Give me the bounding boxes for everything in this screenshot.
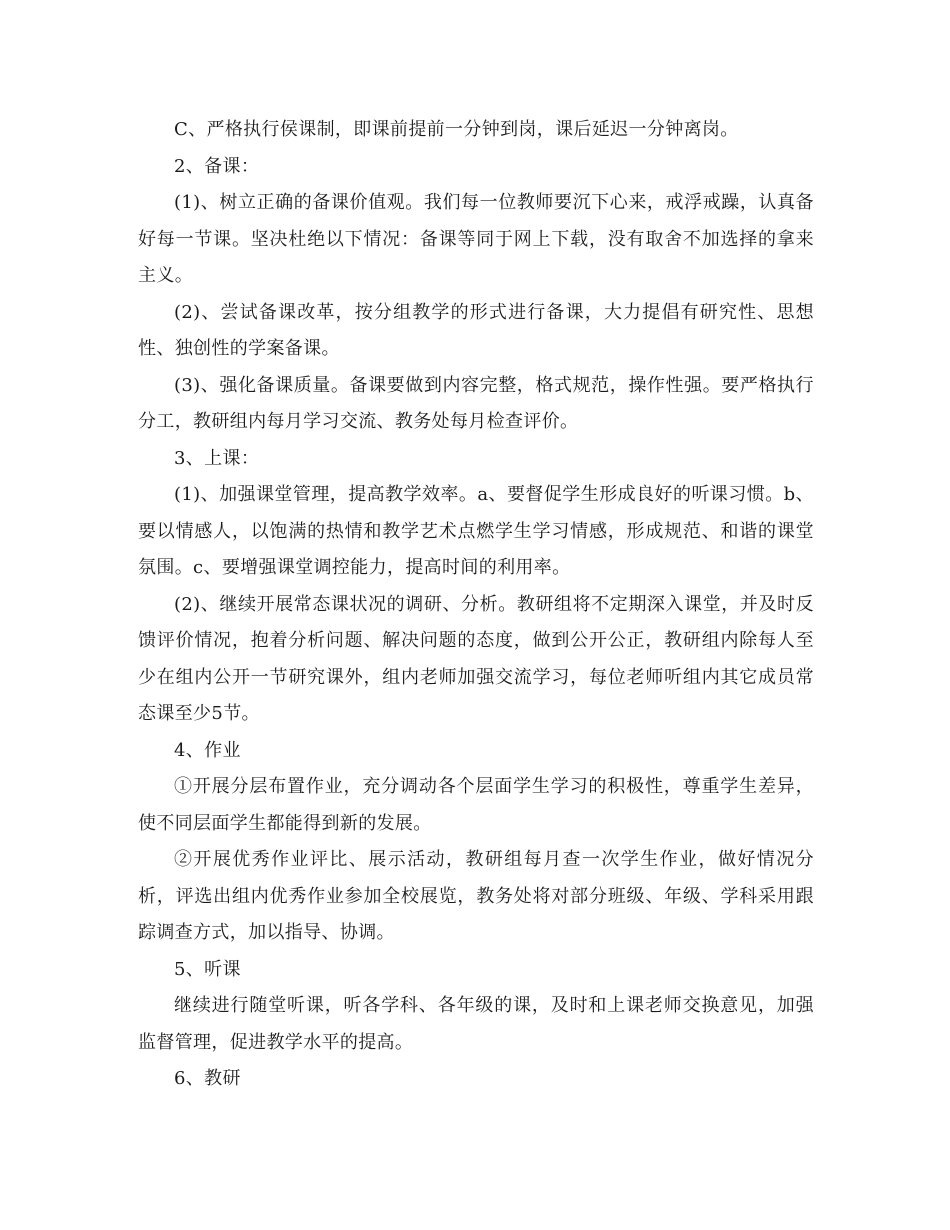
paragraph-waiting-class-rule: C、严格执行侯课制，即课前提前一分钟到岗，课后延迟一分钟离岗。 bbox=[174, 119, 739, 140]
heading-homework: 4、作业 bbox=[174, 739, 241, 761]
paragraph-prep-values: (1)、树立正确的备课价值观。我们每一位教师要沉下心来，戒浮戒躁，认真备好每一节课。坚决杜绝以下情况：备课等同于网上下载，没有取舍不加选择的拿来主义。 bbox=[138, 192, 814, 286]
heading-teaching-research: 6、教研 bbox=[174, 1068, 241, 1089]
heading-lesson-prep: 2、备课： bbox=[174, 155, 260, 177]
paragraph-homework-evaluation: ②开展优秀作业评比、展示活动，教研组每月查一次学生作业，做好情况分析，评选出组内优秀作业参加全校展览，教务处将对部分班级、年级、学科采用跟踪调查方式，加以指导、协调。 bbox=[138, 849, 814, 943]
paragraph-class-observation: 继续进行随堂听课，听各学科、各年级的课，及时和上课老师交换意见，加强监督管理，促进教学水平的提高。 bbox=[138, 995, 814, 1053]
paragraph-regular-class-research: (2)、继续开展常态课状况的调研、分析。教研组将不定期深入课堂，并及时反馈评价情况，抱着分析问题、解决问题的态度，做到公开公正，教研组内除每人至少在组内公开一节研究课外，组内老师加强交流学习，每位老师听组内其它成员常态课至少5节。 bbox=[138, 593, 814, 724]
paragraph-class-management: (1)、加强课堂管理，提高教学效率。a、要督促学生形成良好的听课习惯。b、要以情感人，以饱满的热情和教学艺术点燃学生学习情感，形成规范、和谐的课堂氛围。c、要增强课堂调控能力，提高时间的利用率。 bbox=[138, 484, 814, 578]
paragraph-layered-homework: ①开展分层布置作业，充分调动各个层面学生学习的积极性，尊重学生差异，使不同层面学生都能得到新的发展。 bbox=[138, 776, 814, 834]
paragraph-prep-reform: (2)、尝试备课改革，按分组教学的形式进行备课，大力提倡有研究性、思想性、独创性的学案备课。 bbox=[138, 301, 814, 359]
heading-teaching: 3、上课： bbox=[174, 447, 260, 469]
document-body bbox=[138, 112, 814, 1098]
heading-class-observation: 5、听课 bbox=[174, 958, 241, 980]
paragraph-prep-quality: (3)、强化备课质量。备课要做到内容完整，格式规范，操作性强。要严格执行分工，教研组内每月学习交流、教务处每月检查评价。 bbox=[138, 374, 814, 432]
